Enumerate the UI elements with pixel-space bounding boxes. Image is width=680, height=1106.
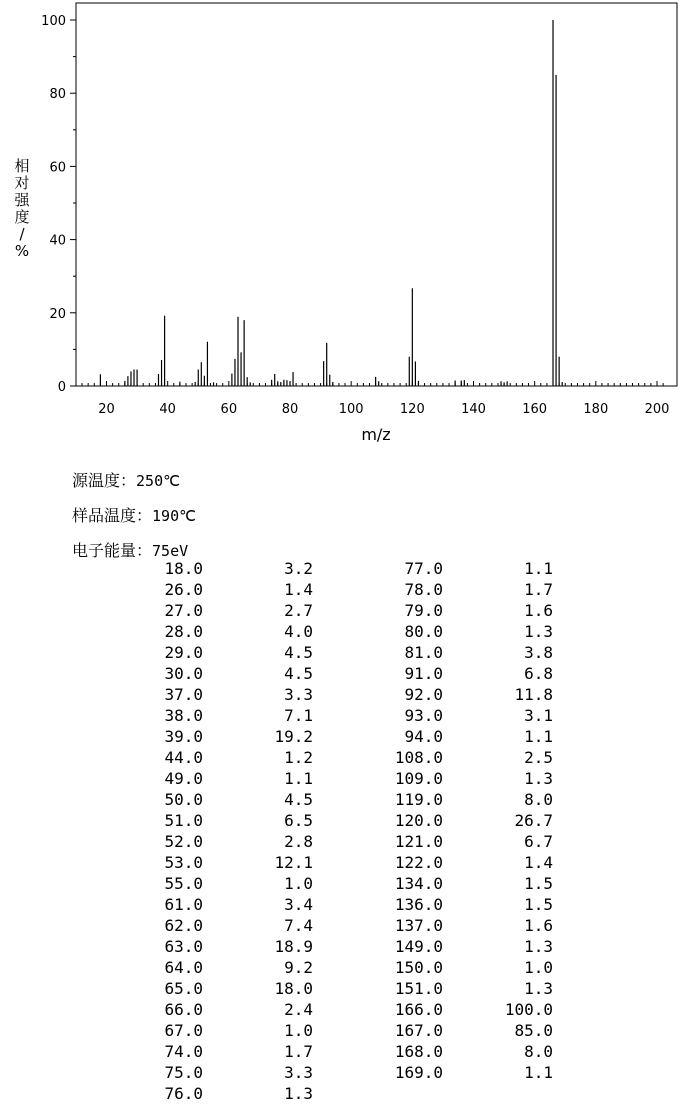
sample-temp-value: 190℃ — [152, 507, 196, 525]
y-label-char: 度 — [14, 208, 30, 226]
mz-value: 30.0 — [164, 664, 203, 683]
x-tick-label: 200 — [644, 402, 670, 417]
intensity-value: 4.5 — [284, 643, 313, 662]
mz-value: 92.0 — [404, 685, 443, 704]
y-axis — [41, 14, 76, 395]
intensity-value: 3.8 — [524, 643, 553, 662]
y-axis-label — [12, 158, 32, 260]
y-tick-label: 20 — [49, 306, 66, 322]
intensity-value: 1.1 — [524, 559, 553, 578]
peak-bars — [100, 20, 562, 386]
mz-value: 134.0 — [394, 874, 443, 893]
intensity-value: 2.4 — [284, 1000, 313, 1019]
mz-value: 168.0 — [394, 1042, 443, 1061]
mz-value: 74.0 — [164, 1042, 203, 1061]
mz-value: 169.0 — [394, 1063, 443, 1082]
x-tick-label: 160 — [522, 402, 548, 417]
mz-value: 79.0 — [404, 601, 443, 620]
mz-value: 61.0 — [164, 895, 203, 914]
intensity-value: 2.8 — [284, 832, 313, 851]
intensity-value: 4.5 — [284, 790, 313, 809]
intensity-value: 7.1 — [284, 706, 313, 725]
mz-value: 137.0 — [394, 916, 443, 935]
y-tick-label: 40 — [49, 233, 66, 249]
mz-value: 18.0 — [164, 559, 203, 578]
x-tick-label: 20 — [98, 402, 115, 417]
intensity-value: 1.5 — [524, 895, 553, 914]
mz-value: 39.0 — [164, 727, 203, 746]
sample-temperature — [72, 503, 196, 526]
x-tick-label: 80 — [281, 402, 299, 417]
x-tick-label: 40 — [159, 402, 176, 417]
mz-value: 109.0 — [394, 769, 443, 788]
plot-frame — [76, 3, 677, 386]
intensity-value: 7.4 — [284, 916, 313, 935]
intensity-value: 1.6 — [524, 601, 553, 620]
mz-value: 53.0 — [164, 853, 203, 872]
mz-value: 166.0 — [394, 1000, 443, 1019]
mz-value: 121.0 — [394, 832, 443, 851]
intensity-value: 1.3 — [524, 622, 553, 641]
intensity-value: 100.0 — [504, 1000, 553, 1019]
intensity-value: 1.7 — [524, 580, 553, 599]
mz-value: 67.0 — [164, 1021, 203, 1040]
mz-value: 55.0 — [164, 874, 203, 893]
electron-energy-value: 75eV — [152, 542, 189, 560]
intensity-value: 6.5 — [284, 811, 313, 830]
intensity-value: 85.0 — [514, 1021, 553, 1040]
mz-value: 26.0 — [164, 580, 203, 599]
mz-value: 64.0 — [164, 958, 203, 977]
mz-value: 38.0 — [164, 706, 203, 725]
intensity-value: 1.5 — [524, 874, 553, 893]
source-temperature — [72, 468, 180, 491]
intensity-value: 12.1 — [274, 853, 313, 872]
intensity-value: 1.0 — [284, 1021, 313, 1040]
intensity-value: 18.0 — [274, 979, 313, 998]
x-tick-label: 60 — [220, 402, 238, 417]
intensity-value: 1.3 — [524, 769, 553, 788]
x-axis-label: m/z — [361, 425, 391, 444]
mz-value: 52.0 — [164, 832, 203, 851]
sample-temp-label: 样品温度： — [72, 506, 153, 525]
mz-value: 167.0 — [394, 1021, 443, 1040]
intensity-value: 1.1 — [284, 769, 313, 788]
intensity-value: 1.2 — [284, 748, 313, 767]
mz-value: 76.0 — [164, 1084, 203, 1103]
intensity-value: 8.0 — [524, 1042, 553, 1061]
y-label-char: / — [19, 225, 25, 243]
intensity-value: 1.0 — [524, 958, 553, 977]
electron-energy-label: 电子能量： — [72, 541, 153, 560]
mz-value: 78.0 — [404, 580, 443, 599]
intensity-value: 1.6 — [524, 916, 553, 935]
mz-value: 93.0 — [404, 706, 443, 725]
intensity-value: 11.8 — [514, 685, 553, 704]
mz-value: 122.0 — [394, 853, 443, 872]
mz-value: 44.0 — [164, 748, 203, 767]
intensity-value: 8.0 — [524, 790, 553, 809]
intensity-value: 18.9 — [274, 937, 313, 956]
intensity-value: 1.1 — [524, 1063, 553, 1082]
intensity-value: 4.0 — [284, 622, 313, 641]
mz-value: 51.0 — [164, 811, 203, 830]
intensity-value: 2.7 — [284, 601, 313, 620]
mz-value: 150.0 — [394, 958, 443, 977]
intensity-value: 26.7 — [514, 811, 553, 830]
mass-spectrum-chart — [0, 0, 680, 450]
x-tick-label: 120 — [399, 402, 425, 417]
intensity-value: 1.7 — [284, 1042, 313, 1061]
y-label-char: 相 — [14, 157, 30, 175]
intensity-value: 2.5 — [524, 748, 553, 767]
mz-value: 75.0 — [164, 1063, 203, 1082]
intensity-value: 9.2 — [284, 958, 313, 977]
y-tick-label: 0 — [57, 380, 66, 395]
intensity-value: 1.1 — [524, 727, 553, 746]
intensity-value: 3.3 — [284, 1063, 313, 1082]
intensity-value: 3.2 — [284, 559, 313, 578]
y-label-char: 强 — [14, 191, 30, 209]
mz-value: 27.0 — [164, 601, 203, 620]
intensity-value: 1.0 — [284, 874, 313, 893]
y-tick-label: 100 — [41, 14, 66, 29]
x-tick-label: 140 — [461, 402, 486, 417]
intensity-value: 1.3 — [524, 937, 553, 956]
mz-value: 120.0 — [394, 811, 443, 830]
x-tick-label: 100 — [338, 402, 364, 417]
intensity-value: 1.4 — [284, 580, 313, 599]
mz-value: 28.0 — [164, 622, 203, 641]
mz-value: 66.0 — [164, 1000, 203, 1019]
intensity-value: 1.3 — [284, 1084, 313, 1103]
mz-value: 108.0 — [394, 748, 443, 767]
mz-value: 63.0 — [164, 937, 203, 956]
intensity-value: 1.4 — [524, 853, 553, 872]
intensity-value: 3.4 — [284, 895, 313, 914]
mz-value: 62.0 — [164, 916, 203, 935]
mz-value: 29.0 — [164, 643, 203, 662]
source-temp-value: 250℃ — [136, 472, 180, 490]
y-tick-label: 60 — [49, 160, 66, 176]
y-label-char: % — [14, 242, 30, 260]
mz-value: 37.0 — [164, 685, 203, 704]
intensity-value: 3.1 — [524, 706, 553, 725]
mz-value: 77.0 — [404, 559, 443, 578]
mz-value: 65.0 — [164, 979, 203, 998]
mz-value: 94.0 — [404, 727, 443, 746]
mz-value: 119.0 — [394, 790, 443, 809]
source-temp-label: 源温度： — [72, 471, 137, 490]
intensity-value: 6.7 — [524, 832, 553, 851]
intensity-value: 6.8 — [524, 664, 553, 683]
mz-value: 81.0 — [404, 643, 443, 662]
intensity-value: 4.5 — [284, 664, 313, 683]
intensity-value: 19.2 — [274, 727, 313, 746]
y-tick-label: 80 — [49, 87, 66, 103]
mz-value: 151.0 — [394, 979, 443, 998]
intensity-value: 3.3 — [284, 685, 313, 704]
intensity-value: 1.3 — [524, 979, 553, 998]
mz-value: 149.0 — [394, 937, 443, 956]
mz-value: 91.0 — [404, 664, 443, 683]
y-label-char: 对 — [14, 174, 30, 192]
mz-value: 136.0 — [394, 895, 443, 914]
mz-value: 80.0 — [404, 622, 443, 641]
mz-value: 49.0 — [164, 769, 203, 788]
x-tick-label: 180 — [583, 402, 609, 417]
mz-value: 50.0 — [164, 790, 203, 809]
